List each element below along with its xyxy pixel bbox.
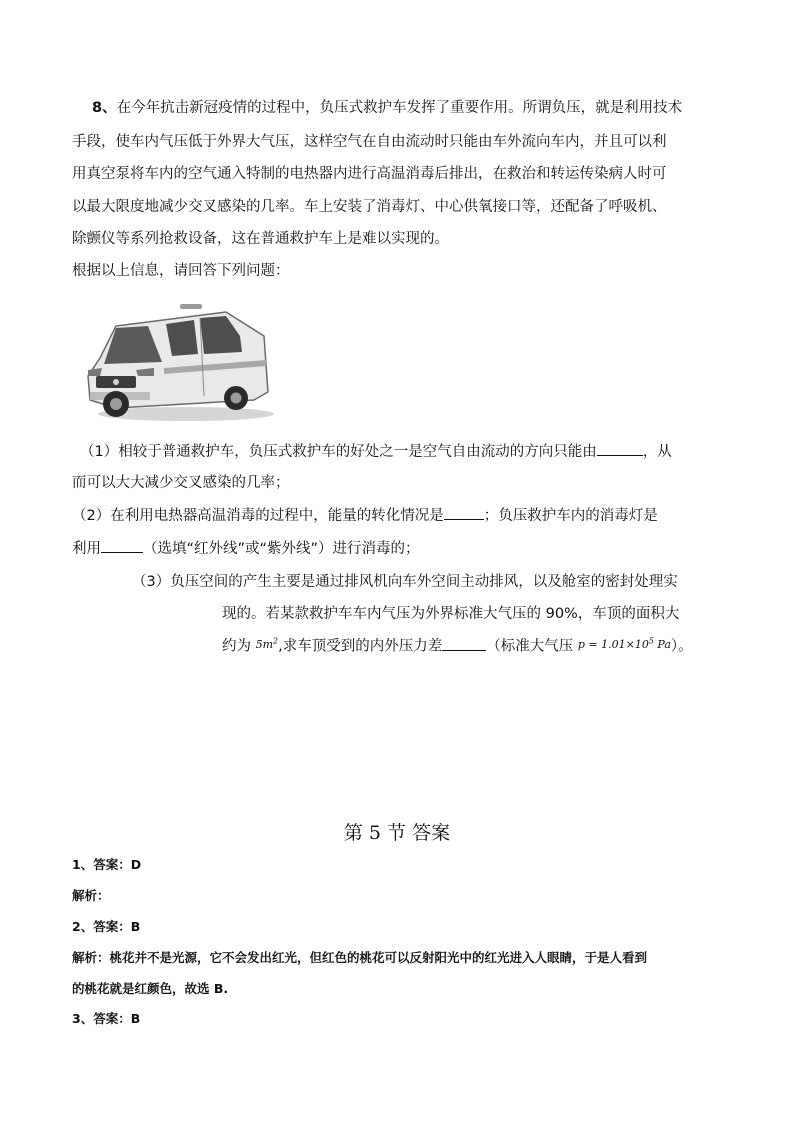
- analysis-1: 解析：: [72, 888, 110, 903]
- question-prompt: 根据以上信息，请回答下列问题：: [72, 263, 290, 279]
- question-line-2: 手段，使车内气压低于外界大气压，这样空气在自由流动时只能由车外流向车内，并且可以利: [72, 134, 667, 150]
- standard-pressure-formula: p = 1.01×105 Pa: [577, 636, 671, 651]
- question-line-1: 8、在今年抗击新冠疫情的过程中，负压式救护车发挥了重要作用。所谓负压，就是利用技术: [92, 100, 683, 116]
- answer-2: 2、答案：B: [72, 919, 141, 934]
- question-number: 8、: [92, 100, 117, 116]
- answer-blank-4[interactable]: [442, 636, 486, 651]
- sub-question-1-line-1: （1）相较于普通救护车，负压式救护车的好处之一是空气自由流动的方向只能由 ，从: [80, 441, 672, 462]
- analysis-2-line-1: 解析：桃花并不是光源，它不会发出红光，但红色的桃花可以反射阳光中的红光进入人眼睛，于是人看到: [72, 950, 648, 965]
- answers-section-title: 第 5 节 答案: [343, 822, 451, 844]
- sub-question-1-line-2: 而可以大大减少交叉感染的几率；: [72, 475, 290, 491]
- answer-3: 3、答案：B: [72, 1011, 141, 1026]
- roof-area-formula: 5m2: [255, 636, 279, 651]
- answer-1: 1、答案：D: [72, 857, 142, 872]
- sub-question-2-line-1: （2）在利用电热器高温消毒的过程中，能量的转化情况是 ；负压救护车内的消毒灯是: [72, 505, 658, 526]
- answer-blank-1[interactable]: [597, 441, 643, 456]
- sub-question-3-line-2: 现的。若某款救护车车内气压为外界标准大气压的 90%，车顶的面积大: [222, 606, 680, 622]
- sub-question-2-line-2: 利用 （选填“红外线”或“紫外线”）进行消毒的；: [72, 538, 420, 559]
- sub-question-3-line-3: 约为 $^{5m^2}$,求车顶受到的内外压力差 （标准大气压 $^{p = 1.01\times 10^5 Pa}$）。: [222, 636, 693, 655]
- sub-question-3-line-1: （3）负压空间的产生主要是通过排风机向车外空间主动排风，以及舱室的密封处理实: [132, 574, 678, 590]
- answer-blank-2[interactable]: [444, 505, 484, 520]
- question-line-4: 以最大限度地减少交叉感染的几率。车上安装了消毒灯、中心供氧接口等，还配备了呼吸机、: [72, 199, 667, 215]
- question-line-3: 用真空泵将车内的空气通入特制的电热器内进行高温消毒后排出，在救治和转运传染病人时可: [72, 166, 667, 182]
- question-line-5: 除颤仪等系列抢救设备，这在普通救护车上是难以实现的。: [72, 231, 449, 247]
- ambulance-image: [76, 296, 276, 424]
- analysis-2-line-2: 的桃花就是红颜色，故选 B.: [72, 981, 229, 996]
- answer-blank-3[interactable]: [101, 538, 143, 553]
